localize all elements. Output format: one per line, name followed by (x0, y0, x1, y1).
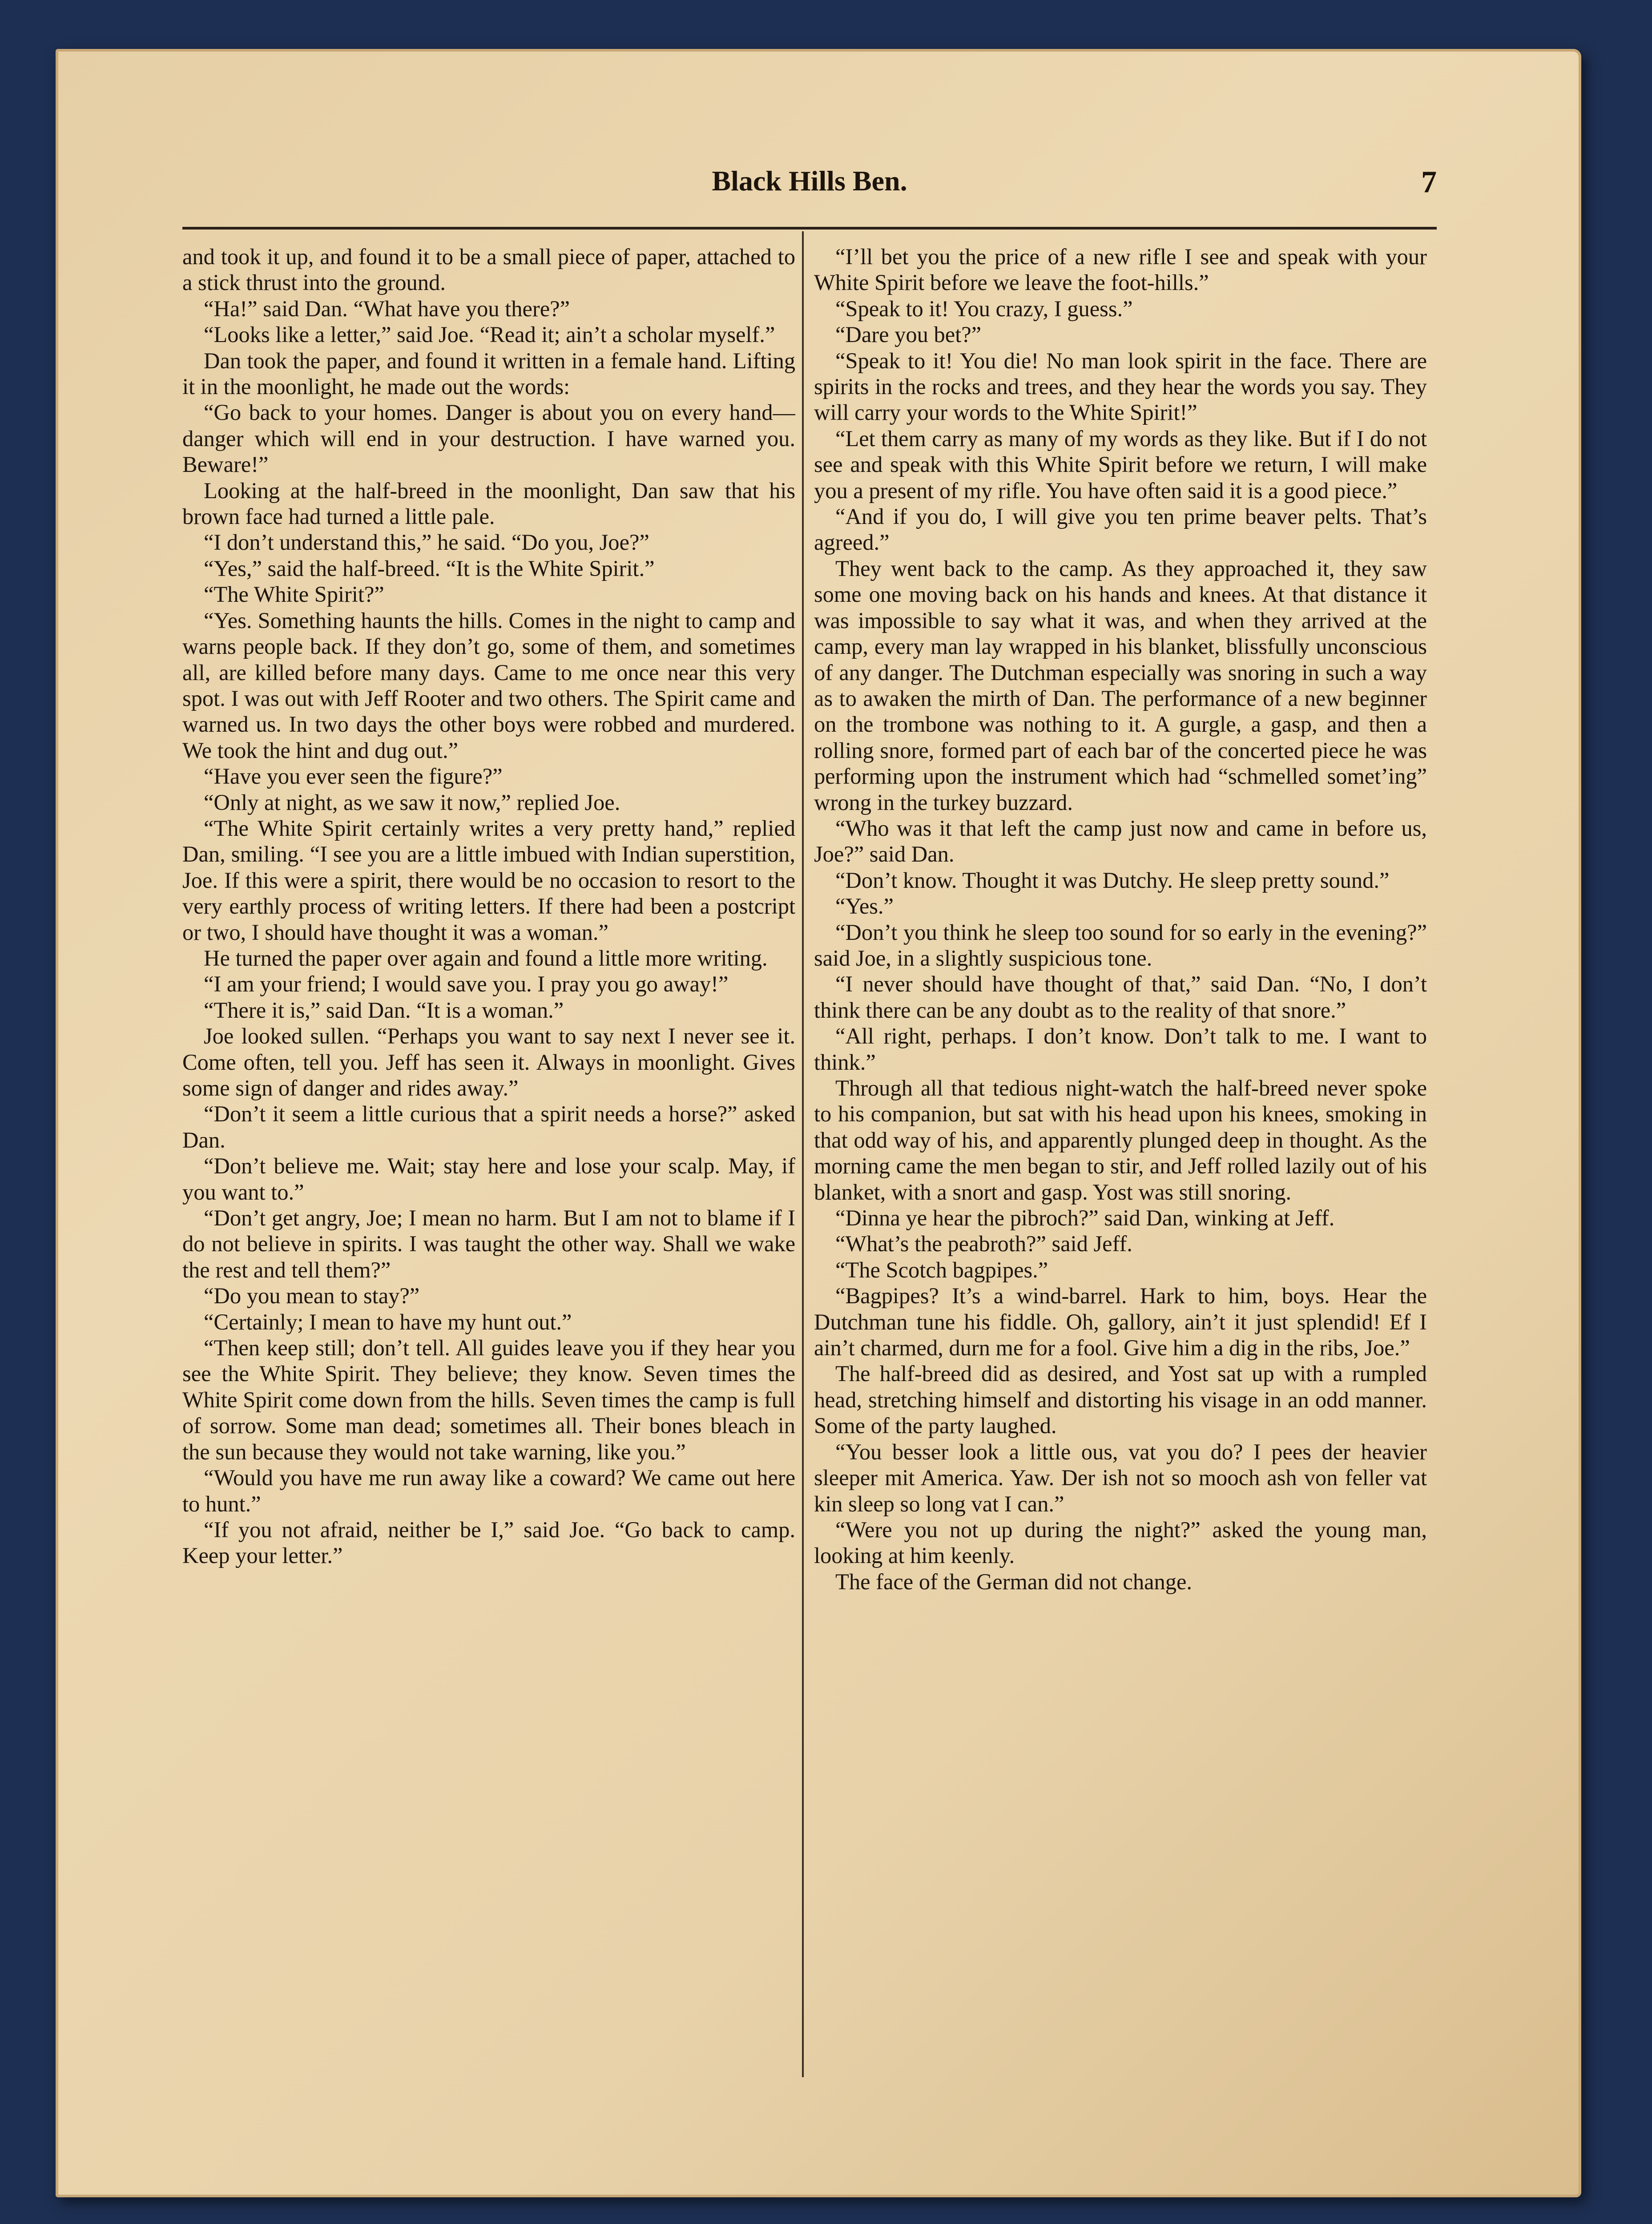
paragraph: “Do you mean to stay?” (204, 1283, 420, 1309)
paragraph: Joe looked sullen. “Perhaps you want to say next I never see it. Come often, tell you. Jeff has seen it. Always in moonlight. Gives some sign of danger and rides away.” (182, 1023, 795, 1100)
paragraph: “Bagpipes? It’s a wind-barrel. Hark to him, boys. Hear the Dutchman tune his fiddle. Oh, gallory, ain’t it just splendid! Ef I ain’t charmed, durn me for a fool. Give him a dig in the ribs, Joe.” (814, 1283, 1427, 1361)
paragraph: “There it is,” said Dan. “It is a woman.” (204, 997, 564, 1023)
paragraph: “Don’t know. Thought it was Dutchy. He sleep pretty sound.” (835, 867, 1390, 893)
paragraph: “Would you have me run away like a coward? We came out here to hunt.” (182, 1465, 795, 1516)
paragraph: “I never should have thought of that,” said Dan. “No, I don’t think there can be any doubt as to the reality of that snore.” (814, 971, 1427, 1023)
paragraph: “Don’t you think he sleep too sound for so early in the evening?” said Joe, in a slightly suspicious tone. (814, 919, 1427, 971)
left-column (182, 244, 795, 2090)
paragraph: “Let them carry as many of my words as they like. But if I do not see and speak with this White Spirit before we return, I will make you a present of my rifle. You have often said it is a good piece.” (814, 426, 1427, 503)
paragraph: “Who was it that left the camp just now and came in before us, Joe?” said Dan. (814, 815, 1427, 867)
paragraph: “Don’t believe me. Wait; stay here and lose your scalp. May, if you want to.” (182, 1153, 795, 1205)
paragraph: The face of the German did not change. (835, 1569, 1193, 1594)
running-title: Black Hills Ben. (712, 165, 907, 197)
paragraph: “Speak to it! You die! No man look spirit in the face. There are spirits in the rocks and trees, and they hear the words you say. They will carry your words to the White Spirit!” (814, 348, 1427, 425)
page-number: 7 (1421, 165, 1437, 199)
paragraph: “Yes,” said the half-breed. “It is the White Spirit.” (204, 556, 655, 581)
paragraph: “Then keep still; don’t tell. All guides leave you if they hear you see the White Spirit. They believe; they know. Seven times the White Spirit come down from the hills. Seven times the camp is full of sorrow. Some man dead; sometimes all. Their bones bleach in the sun because they would not take warning, like you.” (182, 1335, 795, 1464)
paragraph: “Don’t get angry, Joe; I mean no harm. But I am not to blame if I do not believe in spirits. I was taught the other way. Shall we wake the rest and tell them?” (182, 1205, 795, 1282)
paragraph: “Have you ever seen the figure?” (204, 764, 503, 789)
paragraph: He turned the paper over again and found a little more writing. (204, 945, 768, 971)
paragraph: “And if you do, I will give you ten prime beaver pelts. That’s agreed.” (814, 504, 1427, 555)
paragraph: Looking at the half-breed in the moonlight, Dan saw that his brown face had turned a little pale. (182, 478, 795, 529)
paragraph: and took it up, and found it to be a small piece of paper, attached to a stick thrust into the ground. (182, 244, 795, 295)
page-header (182, 165, 1437, 205)
paragraph: Through all that tedious night-watch the half-breed never spoke to his companion, but sat with his head upon his knees, smoking in that odd way of his, and apparently plunged deep in thought. As the morning came the men began to stir, and Jeff rolled lazily out of his blanket, with a snort and gasp. Yost was still snoring. (814, 1076, 1427, 1205)
paragraph: They went back to the camp. As they approached it, they saw some one moving back on his hands and knees. At that distance it was impossible to say what it was, and when they arrived at the camp, every man lay wrapped in his blanket, blissfully unconscious of any danger. The Dutchman especially was snoring in such a way as to awaken the mirth of Dan. The performance of a new beginner on the trombone was nothing to it. A gurgle, a gasp, and then a rolling snore, formed part of each bar of the concerted piece he was performing upon the instrument which had “schmelled somet’ing” wrong in the turkey buzzard. (814, 556, 1427, 815)
paragraph: “Yes.” (835, 894, 894, 919)
paragraph: “If you not afraid, neither be I,” said Joe. “Go back to camp. Keep your letter.” (182, 1517, 795, 1568)
paragraph: “Looks like a letter,” said Joe. “Read it; ain’t a scholar myself.” (204, 322, 775, 347)
paragraph: “Were you not up during the night?” asked the young man, looking at him keenly. (814, 1517, 1427, 1568)
paragraph: “I am your friend; I would save you. I pray you go away!” (204, 971, 729, 997)
paragraph: “The Scotch bagpipes.” (835, 1257, 1048, 1282)
paragraph: The half-breed did as desired, and Yost sat up with a rumpled head, stretching himself and distorting his visage in an odd manner. Some of the party laughed. (814, 1361, 1427, 1438)
paragraph: “I don’t understand this,” he said. “Do you, Joe?” (204, 530, 649, 555)
paragraph: “Dinna ye hear the pibroch?” said Dan, winking at Jeff. (835, 1205, 1335, 1231)
paragraph: “Yes. Something haunts the hills. Comes in the night to camp and warns people back. If they don’t go, some of them, and sometimes all, are killed before many days. Came to me once near this very spot. I was out with Jeff Rooter and two others. The Spirit came and warned us. In two days the other boys were robbed and murdered. We took the hint and dug out.” (182, 608, 795, 763)
column-divider (802, 231, 804, 2077)
paragraph: “What’s the peabroth?” said Jeff. (835, 1231, 1132, 1257)
paragraph: Dan took the paper, and found it written in a female hand. Lifting it in the moonlight, he made out the words: (182, 348, 795, 399)
paragraph: “Certainly; I mean to have my hunt out.” (204, 1309, 572, 1334)
header-rule (182, 227, 1437, 230)
paragraph: “I’ll bet you the price of a new rifle I see and speak with your White Spirit before we leave the foot-hills.” (814, 244, 1427, 295)
right-column (814, 244, 1427, 2090)
paragraph: “All right, perhaps. I don’t know. Don’t talk to me. I want to think.” (814, 1023, 1427, 1075)
paragraph: “Only at night, as we saw it now,” replied Joe. (204, 790, 621, 815)
paragraph: “You besser look a little ous, vat you do? I pees der heavier sleeper mit America. Yaw. Der ish not so mooch ash von feller vat kin sleep so long vat I can.” (814, 1439, 1427, 1516)
paragraph: “Don’t it seem a little curious that a spirit needs a horse?” asked Dan. (182, 1101, 795, 1152)
paragraph: “Go back to your homes. Danger is about you on every hand—danger which will end in your destruction. I have warned you. Beware!” (182, 400, 795, 477)
paragraph: “Ha!” said Dan. “What have you there?” (204, 296, 570, 321)
paragraph: “Dare you bet?” (835, 322, 982, 347)
paragraph: “Speak to it! You crazy, I guess.” (835, 296, 1133, 321)
paragraph: “The White Spirit certainly writes a very pretty hand,” replied Dan, smiling. “I see you are a little imbued with Indian superstition, Joe. If this were a spirit, there would be no occasion to resort to the very earthly process of writing letters. If there had been a postcript or two, I should have thought it was a woman.” (182, 815, 795, 945)
paragraph: “The White Spirit?” (204, 582, 384, 607)
